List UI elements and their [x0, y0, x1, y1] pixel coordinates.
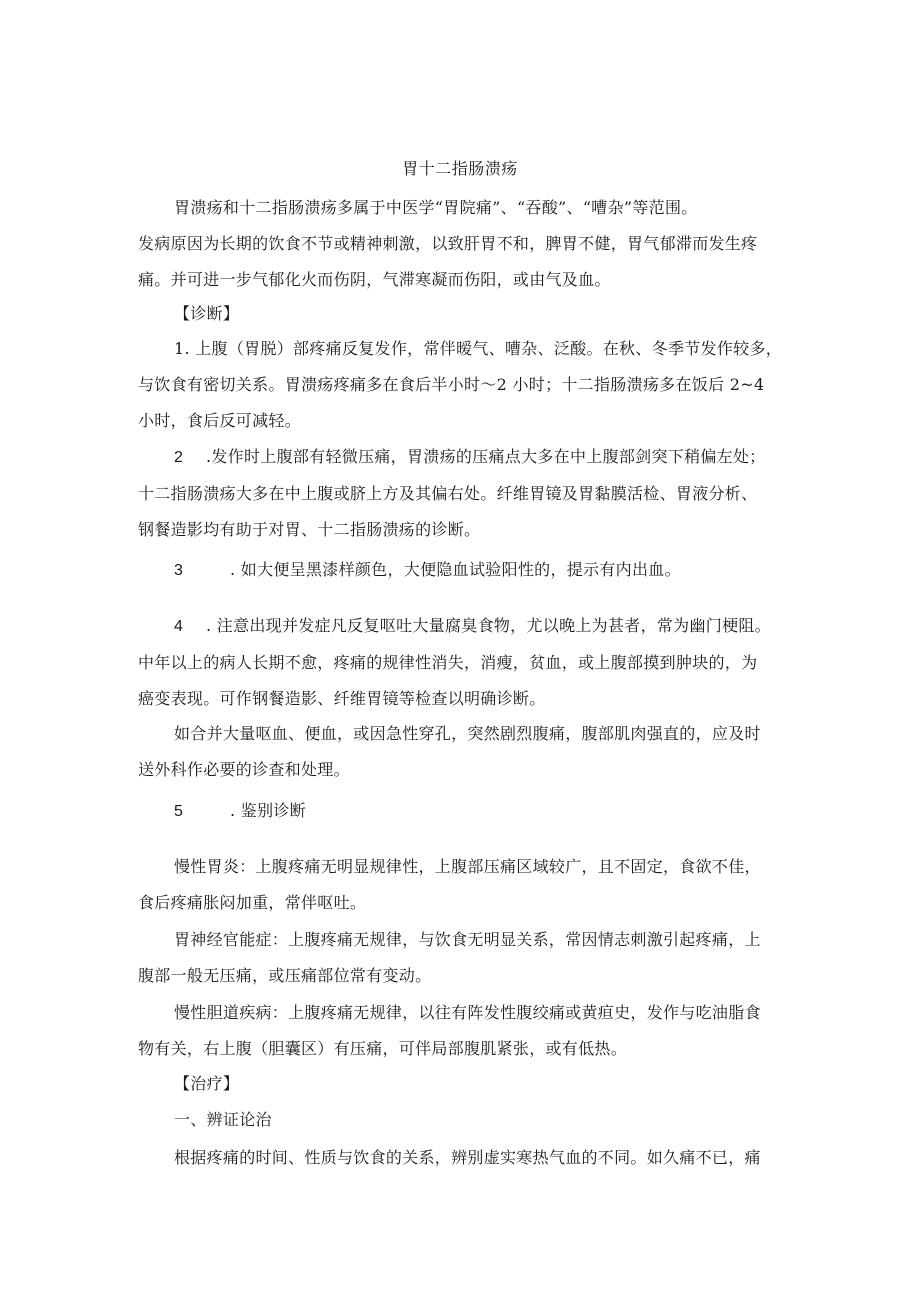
text-line: 慢性胃炎：上腹疼痛无明显规律性，上腹部压痛区域较广，且不固定，食欲不佳，	[174, 857, 761, 876]
item-number: 4	[174, 618, 184, 635]
diagnosis-heading	[138, 296, 788, 332]
text-line: 发病原因为长期的饮食不节或精神刺激，以致肝胃不和，脾胃不健，胃气郁滞而发生疼	[138, 234, 758, 253]
text-line: 如合并大量呕血、便血，或因急性穿孔，突然剧烈腹痛，腹部肌肉强直的，应及时	[174, 724, 761, 743]
treatment-heading	[138, 1066, 788, 1102]
diagnosis-item-4	[138, 608, 788, 717]
text-line: 1. 上腹（胃脱）部疼痛反复发作，常伴暧气、嘈杂、泛酸。在秋、冬季节发作较多，	[174, 339, 783, 358]
text-line: 根据疼痛的时间、性质与饮食的关系，辨别虚实寒热气血的不同。如久痛不已，痛	[174, 1148, 761, 1167]
text-line: 痛。并可进一步气郁化火而伤阴，气滞寒凝而伤阳，或由气及血。	[138, 270, 611, 289]
item-text: . 鉴别诊断	[230, 801, 306, 820]
text-line: 腹部一般无压痛，或压痛部位常有变动。	[138, 966, 432, 985]
syndrome-paragraph	[138, 1140, 788, 1176]
diagnosis-item-1	[138, 331, 788, 439]
item-text: .发作时上腹部有轻微压痛，胃溃疡的压痛点大多在中上腹部剑突下稍偏左处；	[206, 447, 766, 466]
section-heading: 【诊断】	[174, 304, 240, 323]
text-line	[138, 552, 788, 589]
text-line: 钢餐造影均有助于对胃、十二指肠溃疡的诊断。	[138, 520, 481, 539]
text-line: 食后疼痛胀闷加重，常伴呕吐。	[138, 893, 367, 912]
biliary-paragraph	[138, 995, 788, 1067]
text-line: 中年以上的病人长期不愈，疼痛的规律性消失，消瘦，贫血，或上腹部摸到肿块的，为	[138, 653, 758, 672]
surgery-note-paragraph	[138, 716, 788, 788]
text-line	[138, 793, 788, 830]
syndrome-heading	[138, 1102, 788, 1138]
section-heading: 【治疗】	[174, 1074, 240, 1093]
text-line: 十二指肠溃疡大多在中上腹或脐上方及其偏右处。纤维胃镜及胃黏膜活检、胃液分析、	[138, 484, 758, 503]
item-number: 5	[174, 803, 184, 820]
text-line	[138, 439, 788, 476]
page-title: 胃十二指肠溃疡	[402, 159, 518, 178]
diagnosis-item-5	[138, 793, 788, 830]
item-number: 3	[174, 562, 184, 579]
text-line: 物有关，右上腹（胆囊区）有压痛，可伴局部腹肌紧张，或有低热。	[138, 1039, 628, 1058]
text-line: 胃神经官能症：上腹疼痛无规律，与饮食无明显关系，常因情志刺激引起疼痛，上	[174, 930, 761, 949]
item-text: . 如大便呈黑漆样颜色，大便隐血试验阳性的，提示有内出血。	[230, 560, 681, 579]
text-line: 与饮食有密切关系。胃溃疡疼痛多在食后半小时～2 小时；十二指肠溃疡多在饭后 2~4	[138, 375, 765, 394]
text-line: 癌变表现。可作钢餐造影、纤维胃镜等检查以明确诊断。	[138, 689, 546, 708]
item-number: 2	[174, 449, 184, 466]
neurosis-paragraph	[138, 922, 788, 994]
diagnosis-item-2	[138, 439, 788, 548]
intro-paragraph	[138, 190, 788, 298]
diagnosis-item-3	[138, 552, 788, 589]
text-line	[138, 608, 788, 645]
text-line: 小时，食后反可减轻。	[138, 411, 302, 430]
gastritis-paragraph	[138, 849, 788, 921]
subsection-heading: 一、辨证论治	[174, 1110, 272, 1129]
text-line: 胃溃疡和十二指肠溃疡多属于中医学“胃院痛”、“吞酸”、“嘈杂”等范围。	[174, 198, 698, 217]
text-line: 送外科作必要的诊查和处理。	[138, 760, 350, 779]
item-text: . 注意出现并发症凡反复呕吐大量腐臭食物，尤以晚上为甚者，常为幽门梗阻。	[206, 616, 771, 635]
text-line: 慢性胆道疾病：上腹疼痛无规律，以往有阵发性腹绞痛或黄疸史，发作与吃油脂食	[174, 1003, 761, 1022]
